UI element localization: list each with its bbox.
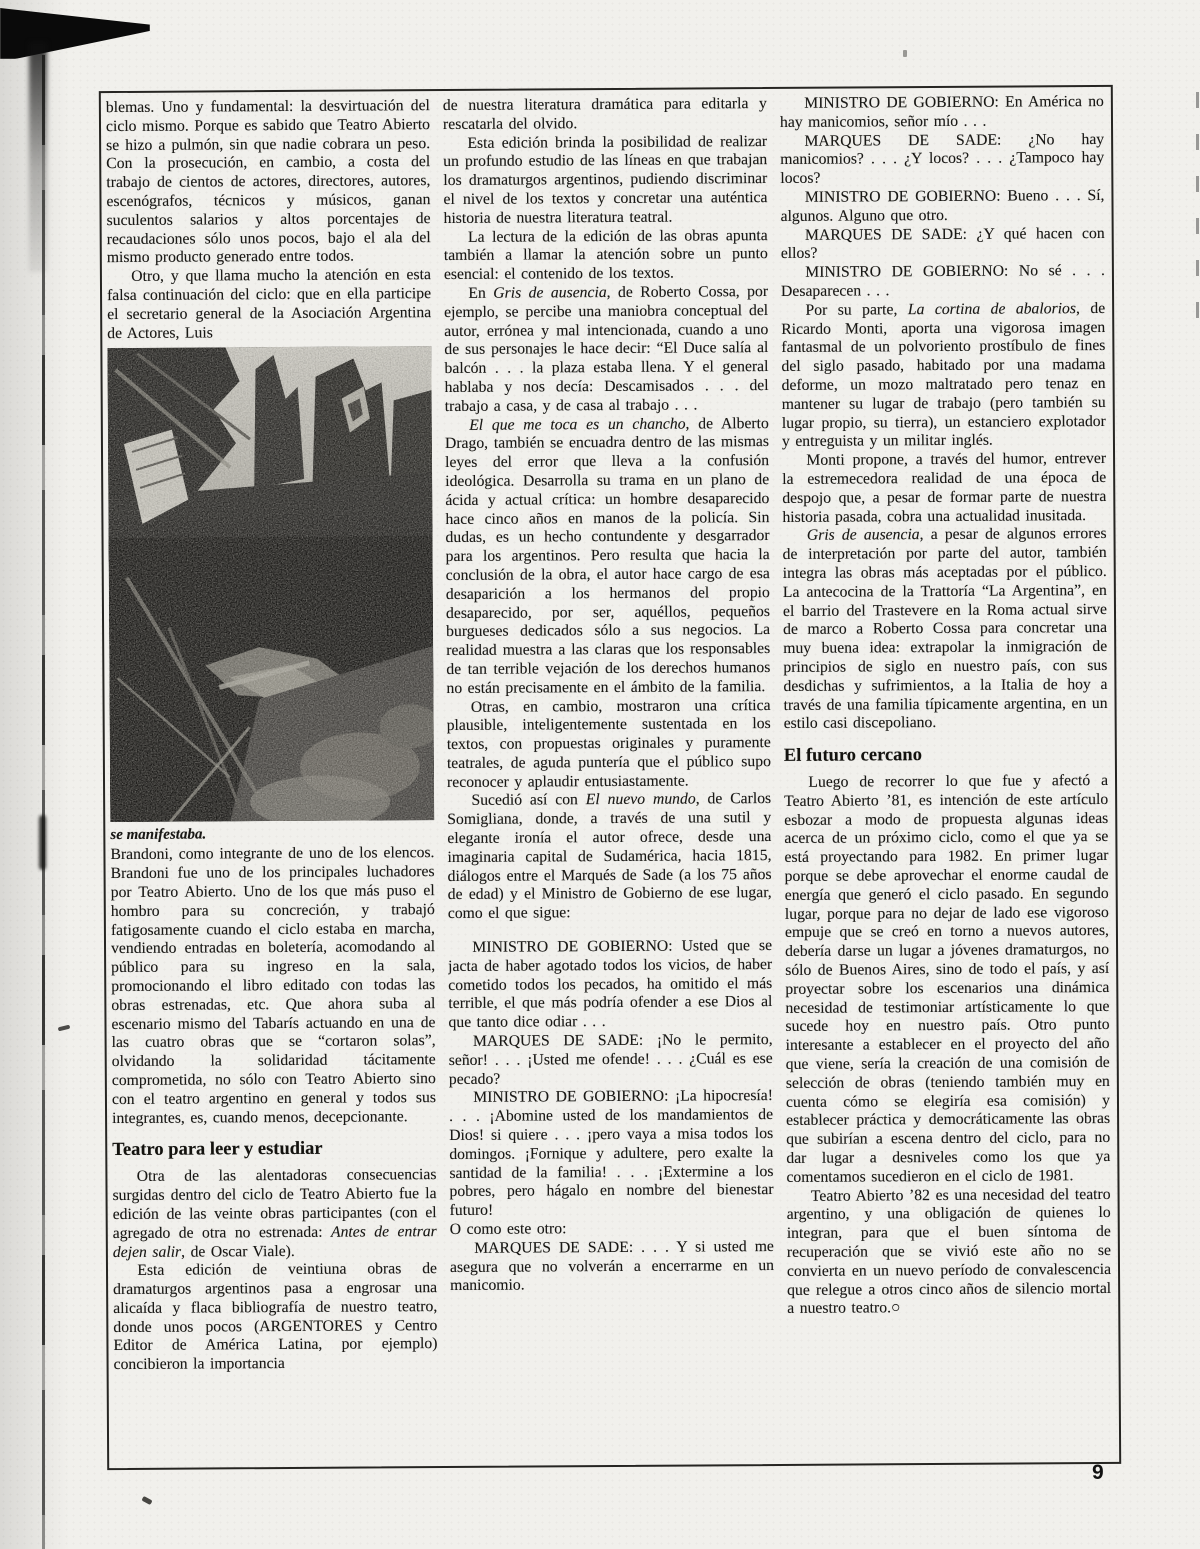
scan-ink-blob (39, 815, 46, 870)
section-heading: Teatro para leer y estudiar (112, 1139, 323, 1161)
body-paragraph: Teatro Abierto ’82 es una necesidad del teatro argentino, y una obligación de quienes lo integran, para que el buen síntoma de recuperación que se vivió este año no se convierta en un nuevo período de convalescencia que relegue a otros cinco años de silencio mortal a nuestro teatro.○ (786, 1185, 1112, 1318)
body-paragraph: Gris de ausencia, a pesar de algunos errores de interpretación por parte del autor, también integra las obras más aceptadas por el público. La antecocina de la Trattoría “La Argentina”, en el barrio del Trastevere en la Roma actual sirve de marco a Roberto Cossa para concretar una muy buena idea: extrapolar la inmigración de principios de siglo en nuestro país, con sus desdichas y sufrimientos, a la Italia de hoy a través de una familia típicamente argentina, en un estilo casi discepoliano. (782, 525, 1108, 733)
body-paragraph: Otras, en cambio, mostraron una crítica plausible, inteligentemente sustentada en los textos, con propuestas originales y puramente teatrales, de aguda puntería que el público supo reconocer y aplaudir entusiastamente. (446, 696, 771, 791)
dialogue-paragraph: MARQUES DE SADE: . . . Y si usted me asegura que no volverán a encerrarme en un manicomio. (449, 1237, 775, 1295)
dialogue-paragraph: MINISTRO DE GOBIERNO: No sé . . . Desaparecen . . . (780, 262, 1105, 300)
body-paragraph: blemas. Uno y fundamental: la desvirtuación del ciclo mismo. Porque es sabido que Teatro Abierto se hizo a pulmón, sin que nadie cobrara un peso. Con la prosecución, en cambio, a costa del trabajo de cientos de actores, directores, autores, escenógrafos, técnicos y músicos, ganan suculentos salarios y altos porcentajes de recaudaciones sólo unos pocos, bajo el ala del mismo producto generado entre todos. (105, 97, 431, 267)
body-paragraph: El que me toca es un chancho, de Alberto Drago, también se encuadra dentro de las mismas leyes del error que lleva a la confusión ideológica. Desarrolla su trama en un plano de ácida y actual crítica: un hombre desaparecido hace cinco años en manos de la policía. Sin dudas, es un hecho contundente y desgarrador para los argentinos. Pero resulta que hacia la conclusión de la obra, el autor hace cargo de esa desaparición a los hermanos del propio desaparecido, por ser, aquéllos, pequeños burgueses dedicados sólo a sus negocios. La realidad muestra a las claras que los responsables de tan terrible vejación de los derechos humanos no están precisamente en el ámbito de la familia. (444, 414, 771, 697)
scan-speck (903, 50, 907, 57)
scan-corner-artifact (0, 7, 150, 59)
dialogue-paragraph: MARQUES DE SADE: ¿No hay manicomios? . . . ¿Y locos? . . . ¿Tampoco hay locos? (780, 130, 1105, 188)
body-paragraph: Brandoni, como integrante de uno de los elencos. Brandoni fue uno de los principales luchadores por Teatro Abierto. Uno de los que más puso el hombro para su concreción, y trabajó fatigosamente cuando el ciclo estaba en marcha, vendiendo entradas en boletería, acomodando al público para su ingreso en la sala, promocionando el libro editado con todas las obras estrenadas, etc. Que ahora suba al escenario mismo del Tabarís actuando en una de las cuatro obras que se “cortaron solas”, olvidando la solidaridad tácitamente comprometida, no sólo con Teatro Abierto sino con el teatro argentino en general y todos sus integrantes, es, cuando menos, decepcionante. (110, 844, 437, 1127)
scan-edge-marks (1196, 92, 1199, 322)
photo-caption: se manifestaba. (110, 826, 207, 844)
column-middle (443, 95, 775, 1457)
scan-fold-line (42, 55, 45, 1549)
article-border-box (99, 85, 1121, 1470)
column-left (106, 97, 438, 1459)
column-right (780, 93, 1112, 1455)
body-paragraph: Esta edición brinda la posibilidad de realizar un profundo estudio de las líneas en que trabajan los dramaturgos argentinos, pudiendo discriminar el nivel de los textos y concretar una auténtica historia de nuestra literatura teatral. (443, 132, 768, 227)
body-paragraph: Esta edición de veintiuna obras de dramaturgos argentinos pasa a engrosar una alicaída y flaca bibliografía de nuestro teatro, donde unos pocos (ARGENTORES y Centro Editor de América Latina, por ejemplo) concibieron la importancia (113, 1260, 438, 1374)
body-paragraph: Por su parte, La cortina de abalorios, de Ricardo Monti, aporta una vigorosa imagen fantasmal de un polvoriento prostíbulo de fines del siglo pasado, habitado por una madama deforme, un mozo maltratado pero tenaz en mantener su lugar de trabajo (pero también su lugar propio, su tierra), un estanciero explotador y entreguista y un militar inglés. (781, 299, 1106, 451)
page-number: 9 (1092, 1461, 1104, 1484)
body-paragraph: En Gris de ausencia, de Roberto Cossa, por ejemplo, se percibe una maniobra conceptual del autor, errónea y mal intencionada, cuando a uno de sus personajes le hace decir: “El Duce salía al balcón . . . la plaza estaba llena. Y el general hablaba y nos decía: Descamisados . . . del trabajo a casa, y de casa al trabajo . . . (444, 282, 769, 415)
dialogue-paragraph: MARQUES DE SADE: ¿Y qué hacen con ellos? (780, 224, 1105, 263)
dialogue-paragraph: MINISTRO DE GOBIERNO: Usted que se jacta de haber agotado todos los vicios, de haber cometido todos los pecados, ha omitido el más terrible, el que más podría ofender a ese Dios al que tanto dice odiar . . . (448, 937, 773, 1032)
body-paragraph: Sucedió así con El nuevo mundo, de Carlos Somigliana, donde, a través de una sutil y elegante ironía el autor ofrece, desde una imaginaria capital de Sudamérica, hacia 1815, diálogos entre el Marqués de Sade (a los 75 años de edad) y el Ministro de Gobierno de ese lugar, como el que sigue: (447, 790, 772, 923)
dialogue-paragraph: MINISTRO DE GOBIERNO: En América no hay manicomios, señor mío . . . (779, 92, 1104, 131)
dialogue-paragraph: MINISTRO DE GOBIERNO: Bueno . . . Sí, algunos. Alguno que otro. (780, 186, 1105, 225)
dialogue-paragraph: MINISTRO DE GOBIERNO: ¡La hipocresía! . . . ¡Abomine usted de los mandamientos de Dios! si quiere . . . ¡pero vaya a misa todos los domingos. ¡Fornique y adultere, pero exalte la santidad de la familia! . . . ¡Extermine a los pobres, pero hágalo en nombre del bienestar futuro! (449, 1087, 774, 1220)
rubble-photo (107, 346, 434, 822)
body-paragraph: Monti propone, a través del humor, entrever la estremecedora realidad de una época de despojo que, a pesar de formar parte de nuestra historia pasada, cobra una actualidad inusitada. (782, 450, 1107, 526)
scan-speck (141, 1496, 152, 1505)
body-paragraph: La lectura de la edición de las obras apunta también a llamar la atención sobre un punto esencial: el contenido de los textos. (443, 226, 768, 284)
body-paragraph: de nuestra literatura dramática para editarla y rescatarla del olvido. (442, 95, 767, 133)
body-paragraph: Luego de recorrer lo que fue y afectó a Teatro Abierto ’81, es intención de este artículo esbozar a modo de propuesta algunas ideas acerca de un próximo ciclo, como el que ya se está proyectando para 1982. En primer lugar porque se debe aprovechar el enorme caudal de energía que generó el ciclo pasado. En segundo lugar, porque para no dejar de lado ese vigoroso empuje que se creó en torno a nuevos autores, debería darse un lugar a jóvenes dramaturgos, no sólo de Buenos Aires, sino de todo el país, y así proyectar sobre los escenarios una dinámica necesidad de testimoniar artísticamente lo que sucede hoy en nuestro país. Otro punto interesante a establecer en el proyecto del año que viene, sería la creación de una comisión de selección de obras (teniendo también muy en cuenta cómo se elegiría esa comisión) y establecer práctica y democráticamente las obras que subirían a escena dentro del ciclo, para no dar lugar a desniveles como los que ya comentamos sucedieron en el ciclo de 1981. (784, 772, 1111, 1186)
body-paragraph: Otra de las alentadoras consecuencias surgidas dentro del ciclo de Teatro Abierto fue la edición de las veinte obras participantes (con el agregado de otra no estrenada: Antes de entrar dejen salir, de Oscar Viale). (112, 1166, 437, 1261)
section-heading: El futuro cercano (783, 745, 922, 767)
dialogue-paragraph: MARQUES DE SADE: ¡No le permito, señor! . . . ¡Usted me ofende! . . . ¿Cuál es ese pecado? (448, 1031, 773, 1088)
body-paragraph: O como este otro: (449, 1220, 567, 1239)
body-paragraph: Otro, y que llama mucho la atención en esta falsa continuación del ciclo: que en ella participe el secretario general de la Asociación Argentina de Actores, Luis (106, 266, 432, 342)
